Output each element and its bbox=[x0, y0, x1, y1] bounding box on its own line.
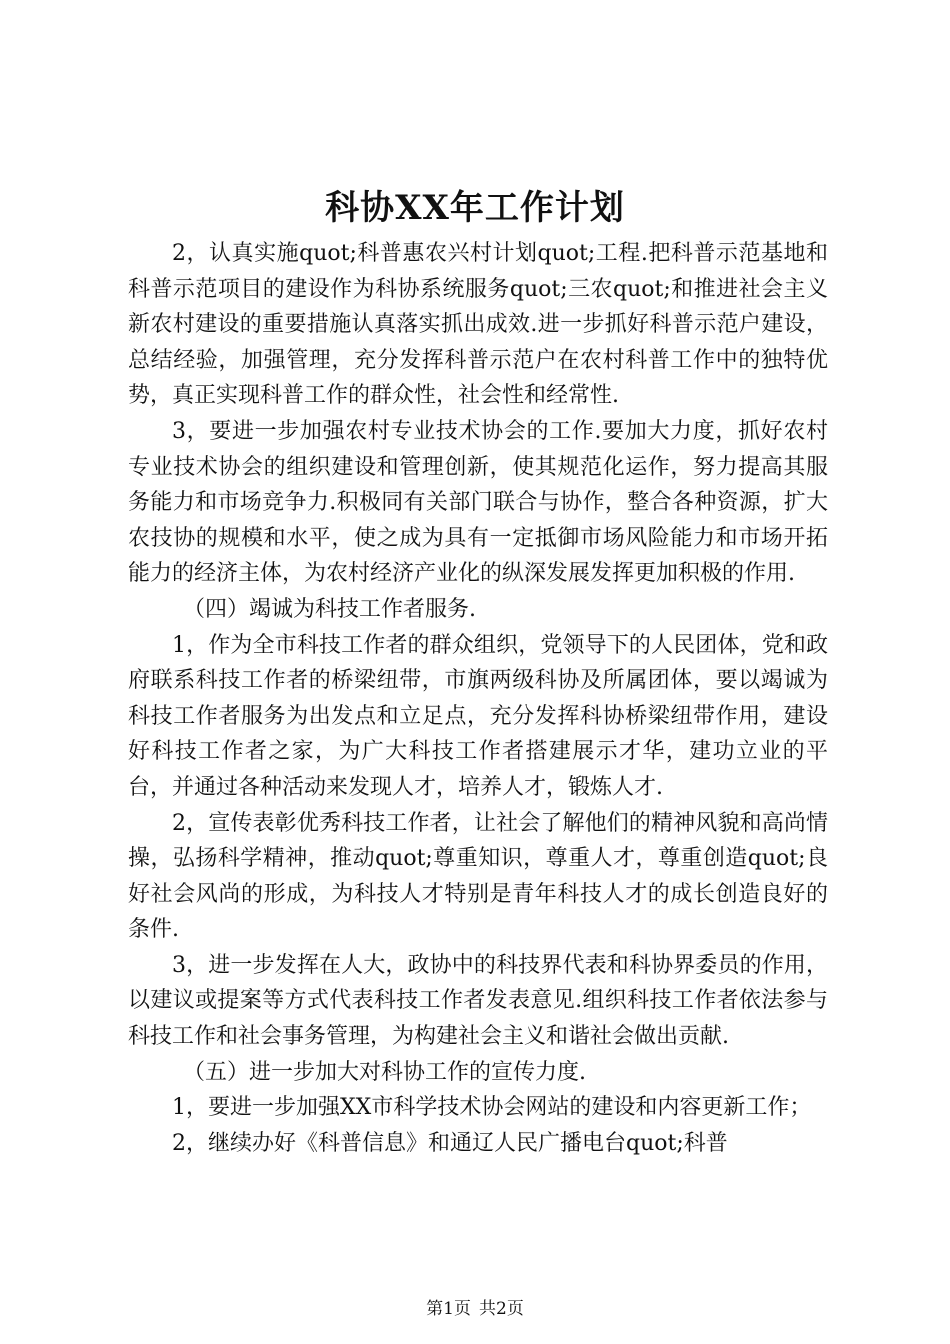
page-number: 第1页 bbox=[426, 1299, 471, 1319]
page-total: 共2页 bbox=[479, 1299, 524, 1319]
paragraph-item-5-1: 1，要进一步加强XX市科学技术协会网站的建设和内容更新工作； bbox=[172, 1095, 812, 1121]
section-heading-5: （五）进一步加大对科协工作的宣传力度. bbox=[183, 1059, 586, 1085]
section-heading-4: （四）竭诚为科技工作者服务. bbox=[183, 596, 476, 622]
paragraph-item-4-3: 3，进一步发挥在人大，政协中的科技界代表和科协界委员的作用，以建议或提案等方式代表科技工作者发表意见.组织科技工作者依法参与科技工作和社会事务管理，为构建社会主义和谐社会做出贡献. bbox=[128, 952, 828, 1050]
paragraph-item-4-1: 1，作为全市科技工作者的群众组织，党领导下的人民团体，党和政府联系科技工作者的桥梁纽带，市旗两级科协及所属团体，要以竭诚为科技工作者服务为出发点和立足点，充分发挥科协桥梁纽带作用，建设好科技工作者之家，为广大科技工作者搭建展示才华，建功立业的平台，并通过各种活动来发现人才，培养人才，锻炼人才. bbox=[128, 632, 828, 800]
paragraph-item-3: 3，要进一步加强农村专业技术协会的工作.要加大力度，抓好农村专业技术协会的组织建设和管理创新，使其规范化运作，努力提高其服务能力和市场竞争力.积极同有关部门联合与协作，整合各种资源，扩大农技协的规模和水平，使之成为具有一定抵御市场风险能力和市场开拓能力的经济主体，为农村经济产业化的纵深发展发挥更加积极的作用. bbox=[128, 418, 828, 587]
document-title: 科协XX年工作计划 bbox=[325, 188, 625, 228]
document-body bbox=[128, 236, 828, 1161]
paragraph-item-4-2: 2，宣传表彰优秀科技工作者，让社会了解他们的精神风貌和高尚情操，弘扬科学精神，推动quot;尊重知识，尊重人才，尊重创造quot;良好社会风尚的形成，为科技人才特别是青年科技人才的成长创造良好的条件. bbox=[128, 810, 828, 943]
page-footer bbox=[0, 1298, 950, 1320]
paragraph-item-2: 2，认真实施quot;科普惠农兴村计划quot;工程.把科普示范基地和科普示范项目的建设作为科协系统服务quot;三农quot;和推进社会主义新农村建设的重要措施认真落实抓出成效.进一步抓好科普示范户建设，总结经验，加强管理，充分发挥科普示范户在农村科普工作中的独特优势，真正实现科普工作的群众性，社会性和经常性. bbox=[128, 241, 828, 409]
paragraph-item-5-2: 2，继续办好《科普信息》和通辽人民广播电台quot;科普 bbox=[172, 1130, 728, 1156]
